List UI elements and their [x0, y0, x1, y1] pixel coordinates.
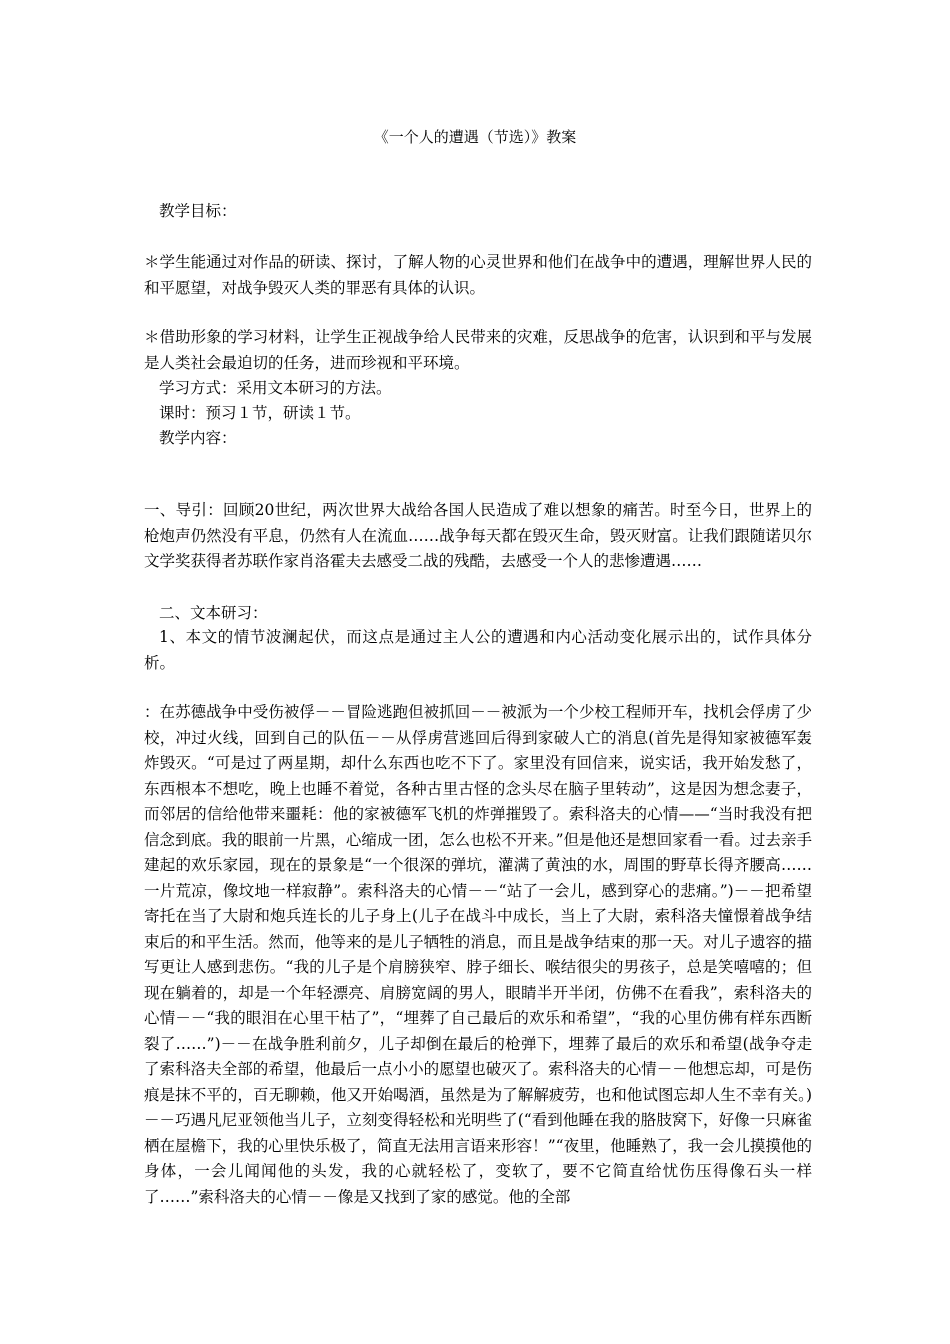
intro-paragraph: 一、导引：回顾20世纪，两次世界大战给各国人民造成了难以想象的痛苦。时至今日，世界上的枪炮声仍然没有平息，仍然有人在流血……战争每天都在毁灭生命，毁灭财富。让我们跟随诺贝尔文学奖获得者苏联作家肖洛霍夫去感受二战的残酷，去感受一个人的悲惨遭遇……: [144, 501, 812, 570]
class-hours: 课时：预习１节，研读１节。: [159, 404, 361, 422]
section-2-heading: 二、文本研习：: [159, 604, 268, 622]
content-heading: 教学内容：: [159, 429, 237, 447]
objective-2: ＊借助形象的学习材料，让学生正视战争给人民带来的灾难，反思战争的危害，认识到和平与发展是人类社会最迫切的任务，进而珍视和平环境。: [144, 328, 812, 372]
objectives-heading: 教学目标：: [159, 202, 237, 220]
analysis-paragraph: ：在苏德战争中受伤被俘－－冒险逃跑但被抓回－－被派为一个少校工程师开车，找机会俘虏了少校，冲过火线，回到自己的队伍－－从俘虏营逃回后得到家破人亡的消息(首先是得知家被德军轰炸毁灭。“可是过了两星期，却什么东西也吃不下了。家里没有回信来，说实话，我开始发愁了，东西根本不想吃，晚上也睡不着觉，各种古里古怪的念头尽在脑子里转动”，这是因为想念妻子，而邻居的信给他带来噩耗：他的家被德军飞机的炸弹摧毁了。索科洛夫的心情——“当时我没有把信念到底。我的眼前一片黑，心缩成一团，怎么也松不开来。”但是他还是想回家看一看。过去亲手建起的欢乐家园，现在的景象是“一个很深的弹坑，灌满了黄浊的水，周围的野草长得齐腰高……一片荒凉，像坟地一样寂静”。索科洛夫的心情－－“站了一会儿，感到穿心的悲痛。”)－－把希望寄托在当了大尉和炮兵连长的儿子身上(儿子在战斗中成长，当上了大尉，索科洛夫憧憬着战争结束后的和平生活。然而，他等来的是儿子牺牲的消息，而且是战争结束的那一天。对儿子遗容的描写更让人感到悲伤。“我的儿子是个肩膀狭窄、脖子细长、喉结很尖的男孩子，总是笑嘻嘻的；但现在躺着的，却是一个年轻漂亮、肩膀宽阔的男人，眼睛半开半闭，仿佛不在看我”，索科洛夫的心情－－“我的眼泪在心里干枯了”，“埋葬了自己最后的欢乐和希望”，“我的心里仿佛有样东西断裂了……”)－－在战争胜利前夕，儿子却倒在最后的枪弹下，埋葬了最后的欢乐和希望(战争夺走了索科洛夫全部的希望，他最后一点小小的愿望也破灭了。索科洛夫的心情－－他想忘却，可是伤痕是抹不平的，百无聊赖，他又开始喝酒，虽然是为了解解疲劳，也和他试图忘却人生不幸有关。)－－巧遇凡尼亚领他当儿子，立刻变得轻松和光明些了(“看到他睡在我的胳肢窝下，好像一只麻雀栖在屋檐下，我的心里快乐极了，简直无法用言语来形容！”“夜里，他睡熟了，我一会儿摸摸他的身体，一会儿闻闻他的头发，我的心就轻松了，变软了，要不它简直给忧伤压得像石头一样了……”索科洛夫的心情－－像是又找到了家的感觉。他的全部: [144, 703, 812, 1206]
study-method: 学习方式：采用文本研习的方法。: [159, 379, 392, 397]
question-1: 1、本文的情节波澜起伏，而这点是通过主人公的遭遇和内心活动变化展示出的，试作具体分析。: [144, 628, 812, 672]
page-title: 《一个人的遭遇（节选）》教案: [373, 128, 577, 146]
objective-1: ＊学生能通过对作品的研读、探讨，了解人物的心灵世界和他们在战争中的遭遇，理解世界人民的和平愿望，对战争毁灭人类的罪恶有具体的认识。: [144, 253, 812, 297]
